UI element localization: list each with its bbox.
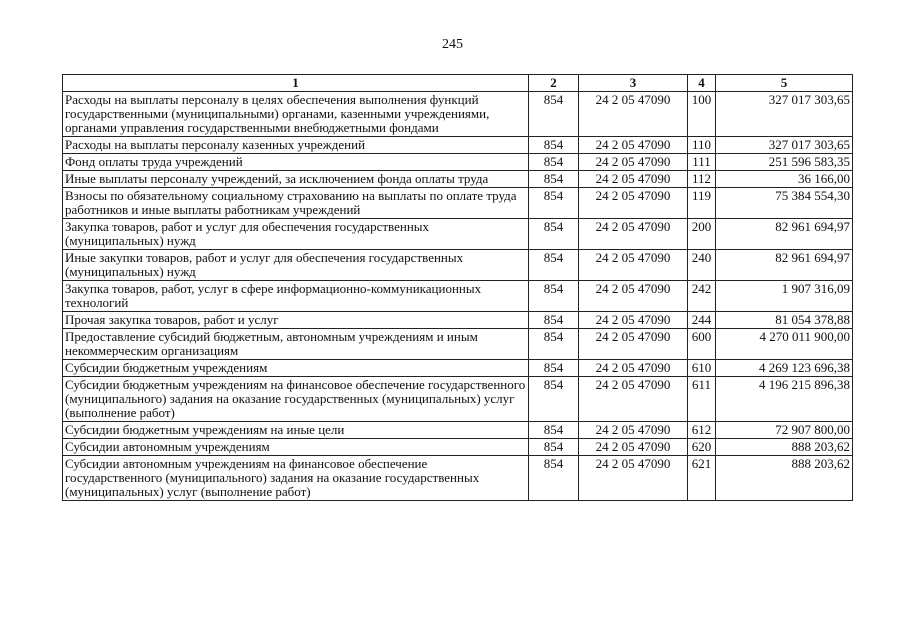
row-col4-cell: 119 — [688, 188, 716, 219]
row-col4-cell: 200 — [688, 219, 716, 250]
row-col2-cell: 854 — [529, 422, 579, 439]
row-col3-cell: 24 2 05 47090 — [579, 377, 688, 422]
row-col2-cell: 854 — [529, 188, 579, 219]
table-row — [63, 360, 853, 377]
row-col5-cell: 4 196 215 896,38 — [716, 377, 853, 422]
row-col3-cell: 24 2 05 47090 — [579, 329, 688, 360]
row-col5-cell: 888 203,62 — [716, 456, 853, 501]
budget-table — [62, 74, 853, 501]
header-col-4: 4 — [688, 75, 716, 92]
row-col4-cell: 100 — [688, 92, 716, 137]
row-col4-cell: 610 — [688, 360, 716, 377]
row-col3-cell: 24 2 05 47090 — [579, 422, 688, 439]
row-col2-cell: 854 — [529, 137, 579, 154]
row-col4-cell: 111 — [688, 154, 716, 171]
row-col2-cell: 854 — [529, 219, 579, 250]
row-col4-cell: 112 — [688, 171, 716, 188]
table-row — [63, 137, 853, 154]
row-col2-cell: 854 — [529, 456, 579, 501]
header-col-3: 3 — [579, 75, 688, 92]
row-col3-cell: 24 2 05 47090 — [579, 312, 688, 329]
row-col4-cell: 240 — [688, 250, 716, 281]
table-row — [63, 456, 853, 501]
table-row — [63, 422, 853, 439]
row-col5-cell: 75 384 554,30 — [716, 188, 853, 219]
row-col5-cell: 36 166,00 — [716, 171, 853, 188]
table-row — [63, 329, 853, 360]
row-col4-cell: 600 — [688, 329, 716, 360]
table-row — [63, 377, 853, 422]
table-row — [63, 250, 853, 281]
row-name-cell: Субсидии бюджетным учреждениям на финансовое обеспечение государственного (муниципального) задания на оказание государственных (муниципальных) услуг (выполнение работ) — [63, 377, 529, 422]
row-col3-cell: 24 2 05 47090 — [579, 154, 688, 171]
row-col5-cell: 81 054 378,88 — [716, 312, 853, 329]
table-row — [63, 188, 853, 219]
row-col2-cell: 854 — [529, 329, 579, 360]
row-name-cell: Субсидии бюджетным учреждениям — [63, 360, 529, 377]
row-col2-cell: 854 — [529, 312, 579, 329]
table-body — [63, 92, 853, 501]
row-col5-cell: 4 269 123 696,38 — [716, 360, 853, 377]
row-col3-cell: 24 2 05 47090 — [579, 92, 688, 137]
row-name-cell: Субсидии автономным учреждениям на финансовое обеспечение государственного (муниципального) задания на оказание государственных (муниципальных) услуг (выполнение работ) — [63, 456, 529, 501]
row-name-cell: Закупка товаров, работ и услуг для обеспечения государственных (муниципальных) нужд — [63, 219, 529, 250]
header-col-1: 1 — [63, 75, 529, 92]
row-name-cell: Взносы по обязательному социальному страхованию на выплаты по оплате труда работников и иные выплаты работникам учреждений — [63, 188, 529, 219]
row-col3-cell: 24 2 05 47090 — [579, 171, 688, 188]
row-name-cell: Предоставление субсидий бюджетным, автономным учреждениям и иным некоммерческим организациям — [63, 329, 529, 360]
row-col2-cell: 854 — [529, 281, 579, 312]
page-number: 245 — [442, 37, 463, 52]
header-col-5: 5 — [716, 75, 853, 92]
row-col3-cell: 24 2 05 47090 — [579, 250, 688, 281]
row-col2-cell: 854 — [529, 154, 579, 171]
row-name-cell: Субсидии бюджетным учреждениям на иные цели — [63, 422, 529, 439]
row-col5-cell: 888 203,62 — [716, 439, 853, 456]
row-col5-cell: 1 907 316,09 — [716, 281, 853, 312]
table-row — [63, 281, 853, 312]
table-header — [63, 75, 853, 92]
row-col3-cell: 24 2 05 47090 — [579, 439, 688, 456]
row-name-cell: Расходы на выплаты персоналу в целях обеспечения выполнения функций государственными (муниципальными) органами, казенными учреждениями, органами управления государственными внебюджетными фондами — [63, 92, 529, 137]
row-col4-cell: 110 — [688, 137, 716, 154]
row-name-cell: Иные выплаты персоналу учреждений, за исключением фонда оплаты труда — [63, 171, 529, 188]
header-row — [63, 75, 853, 92]
row-col5-cell: 251 596 583,35 — [716, 154, 853, 171]
row-name-cell: Прочая закупка товаров, работ и услуг — [63, 312, 529, 329]
row-col3-cell: 24 2 05 47090 — [579, 456, 688, 501]
header-col-2: 2 — [529, 75, 579, 92]
row-col4-cell: 242 — [688, 281, 716, 312]
table-row — [63, 312, 853, 329]
row-col2-cell: 854 — [529, 377, 579, 422]
row-col2-cell: 854 — [529, 92, 579, 137]
row-col2-cell: 854 — [529, 439, 579, 456]
row-col4-cell: 621 — [688, 456, 716, 501]
row-name-cell: Иные закупки товаров, работ и услуг для обеспечения государственных (муниципальных) нужд — [63, 250, 529, 281]
row-col3-cell: 24 2 05 47090 — [579, 137, 688, 154]
row-col3-cell: 24 2 05 47090 — [579, 219, 688, 250]
row-col5-cell: 82 961 694,97 — [716, 219, 853, 250]
table-row — [63, 154, 853, 171]
row-col5-cell: 4 270 011 900,00 — [716, 329, 853, 360]
row-col4-cell: 620 — [688, 439, 716, 456]
table-row — [63, 219, 853, 250]
row-col5-cell: 327 017 303,65 — [716, 92, 853, 137]
row-col2-cell: 854 — [529, 250, 579, 281]
row-col5-cell: 327 017 303,65 — [716, 137, 853, 154]
row-col2-cell: 854 — [529, 360, 579, 377]
row-name-cell: Расходы на выплаты персоналу казенных учреждений — [63, 137, 529, 154]
table-row — [63, 92, 853, 137]
row-name-cell: Фонд оплаты труда учреждений — [63, 154, 529, 171]
row-col5-cell: 72 907 800,00 — [716, 422, 853, 439]
table-row — [63, 171, 853, 188]
row-col3-cell: 24 2 05 47090 — [579, 188, 688, 219]
row-col2-cell: 854 — [529, 171, 579, 188]
row-name-cell: Закупка товаров, работ, услуг в сфере информационно-коммуникационных технологий — [63, 281, 529, 312]
row-col5-cell: 82 961 694,97 — [716, 250, 853, 281]
row-col4-cell: 612 — [688, 422, 716, 439]
row-col3-cell: 24 2 05 47090 — [579, 360, 688, 377]
table-row — [63, 439, 853, 456]
row-col4-cell: 244 — [688, 312, 716, 329]
row-col3-cell: 24 2 05 47090 — [579, 281, 688, 312]
row-col4-cell: 611 — [688, 377, 716, 422]
row-name-cell: Субсидии автономным учреждениям — [63, 439, 529, 456]
